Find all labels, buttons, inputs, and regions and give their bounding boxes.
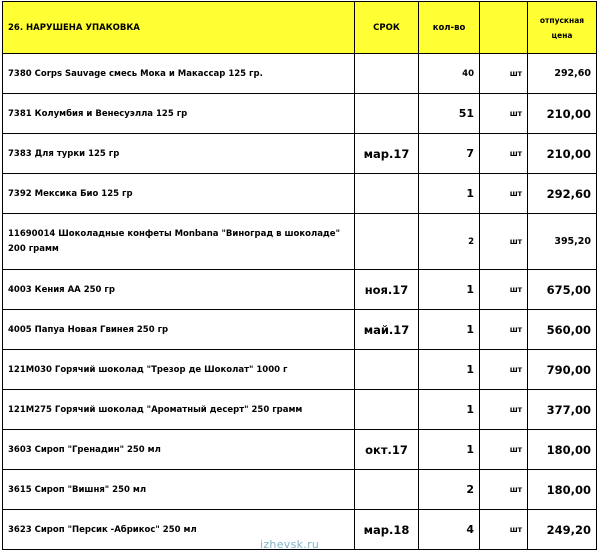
price-cell: 377,00 — [528, 390, 597, 430]
table-row — [3, 214, 597, 270]
table-row — [3, 54, 597, 94]
product-name: 121M030 Горячий шоколад "Трезор де Шоколат" 1000 г — [3, 350, 355, 390]
qty-cell: 7 — [419, 134, 480, 174]
product-name: 4005 Папуа Новая Гвинея 250 гр — [3, 310, 355, 350]
qty-cell: 1 — [419, 174, 480, 214]
unit-cell: шт — [480, 390, 528, 430]
term-cell — [355, 54, 419, 94]
price-table — [2, 1, 597, 550]
price-cell: 790,00 — [528, 350, 597, 390]
unit-cell: шт — [480, 430, 528, 470]
table-row — [3, 94, 597, 134]
price-cell: 395,20 — [528, 214, 597, 270]
term-cell: мар.18 — [355, 510, 419, 550]
unit-cell: шт — [480, 470, 528, 510]
unit-cell: шт — [480, 270, 528, 310]
unit-cell: шт — [480, 310, 528, 350]
watermark: izhevsk.ru — [260, 538, 320, 551]
product-name: 3623 Сироп "Персик -Абрикос" 250 мл — [3, 510, 355, 550]
table-row — [3, 270, 597, 310]
unit-cell: шт — [480, 510, 528, 550]
price-cell: 249,20 — [528, 510, 597, 550]
qty-cell: 1 — [419, 430, 480, 470]
product-name: 11690014 Шоколадные конфеты Monbana "Виноград в шоколаде" 200 грамм — [3, 214, 355, 270]
price-cell: 180,00 — [528, 470, 597, 510]
product-name: 3615 Сироп "Вишня" 250 мл — [3, 470, 355, 510]
price-cell: 210,00 — [528, 134, 597, 174]
term-cell — [355, 350, 419, 390]
table-row — [3, 350, 597, 390]
term-cell: мар.17 — [355, 134, 419, 174]
term-cell — [355, 390, 419, 430]
table-row — [3, 470, 597, 510]
unit-cell: шт — [480, 54, 528, 94]
price-cell: 292,60 — [528, 54, 597, 94]
qty-cell: 2 — [419, 214, 480, 270]
product-name: 7381 Колумбия и Венесуэлла 125 гр — [3, 94, 355, 134]
qty-header: кол-во — [419, 2, 480, 54]
price-cell: 180,00 — [528, 430, 597, 470]
qty-cell: 1 — [419, 310, 480, 350]
price-cell: 675,00 — [528, 270, 597, 310]
unit-header — [480, 2, 528, 54]
product-name: 7383 Для турки 125 гр — [3, 134, 355, 174]
unit-cell: шт — [480, 94, 528, 134]
table-row — [3, 134, 597, 174]
price-cell: 292,60 — [528, 174, 597, 214]
term-header: СРОК — [355, 2, 419, 54]
term-cell — [355, 94, 419, 134]
term-cell: май.17 — [355, 310, 419, 350]
qty-cell: 2 — [419, 470, 480, 510]
qty-cell: 40 — [419, 54, 480, 94]
product-name: 7392 Мексика Био 125 гр — [3, 174, 355, 214]
term-cell: окт.17 — [355, 430, 419, 470]
table-row — [3, 390, 597, 430]
product-name: 3603 Сироп "Гренадин" 250 мл — [3, 430, 355, 470]
product-name: 4003 Кения АА 250 гр — [3, 270, 355, 310]
table-header-row — [3, 2, 597, 54]
section-title: 26. НАРУШЕНА УПАКОВКА — [3, 2, 355, 54]
unit-cell: шт — [480, 214, 528, 270]
qty-cell: 51 — [419, 94, 480, 134]
qty-cell: 4 — [419, 510, 480, 550]
price-header: отпускная цена — [528, 2, 597, 54]
price-cell: 560,00 — [528, 310, 597, 350]
term-cell — [355, 214, 419, 270]
price-cell: 210,00 — [528, 94, 597, 134]
term-cell — [355, 174, 419, 214]
qty-cell: 1 — [419, 390, 480, 430]
table-row — [3, 430, 597, 470]
qty-cell: 1 — [419, 350, 480, 390]
term-cell: ноя.17 — [355, 270, 419, 310]
table-row — [3, 174, 597, 214]
product-name: 121M275 Горячий шоколад "Ароматный десерт" 250 грамм — [3, 390, 355, 430]
unit-cell: шт — [480, 174, 528, 214]
table-row — [3, 310, 597, 350]
unit-cell: шт — [480, 350, 528, 390]
unit-cell: шт — [480, 134, 528, 174]
term-cell — [355, 470, 419, 510]
qty-cell: 1 — [419, 270, 480, 310]
product-name: 7380 Corps Sauvage смесь Мока и Макассар 125 гр. — [3, 54, 355, 94]
